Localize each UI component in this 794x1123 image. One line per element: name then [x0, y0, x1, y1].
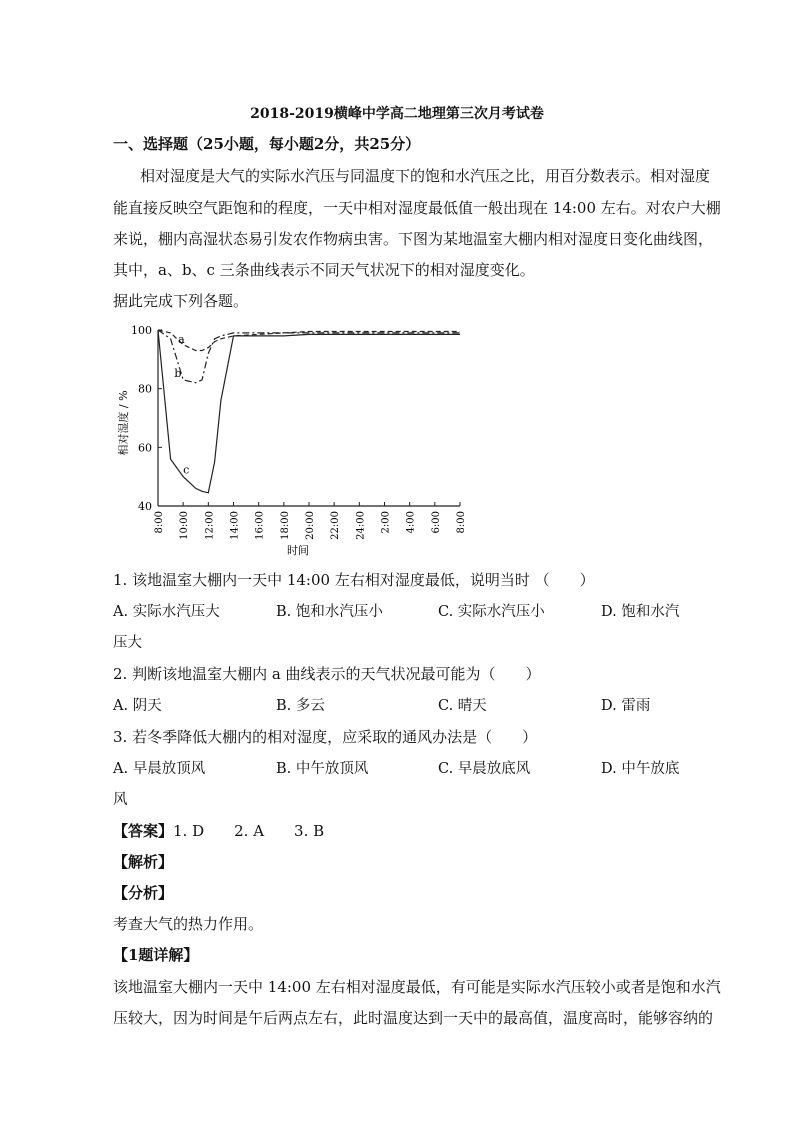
x-tick-label: 10:00 — [179, 511, 191, 540]
y-tick-label: 80 — [138, 382, 152, 396]
x-axis-label: 时间 — [287, 544, 309, 557]
x-tick-label: 4:00 — [405, 511, 417, 534]
option-b: B. 中午放顶风 — [276, 761, 369, 777]
option-c: C. 实际水汽压小 — [438, 604, 545, 620]
option-a: A. 实际水汽压大 — [113, 604, 220, 620]
answer-text: 1. D 2. A 3. B — [173, 822, 325, 840]
intro-line: 能直接反映空气距饱和的程度，一天中相对湿度最低值一般出现在 14:00 左右。对农户大棚 — [113, 199, 721, 217]
option-d: D. 雷雨 — [601, 698, 651, 714]
x-tick-label: 2:00 — [380, 511, 392, 534]
x-tick-label: 24:00 — [355, 511, 367, 540]
x-tick-label: 8:00 — [456, 511, 467, 534]
x-tick-label: 22:00 — [330, 511, 342, 540]
x-tick-label: 12:00 — [204, 511, 216, 540]
x-tick-label: 6:00 — [430, 511, 442, 534]
series-label-b: b — [174, 366, 182, 380]
question-stem: 3. 若冬季降低大棚内的相对湿度，应采取的通风办法是（ ） — [113, 728, 538, 746]
x-tick-label: 8:00 — [154, 511, 165, 534]
option-d: D. 中午放底 — [601, 761, 680, 777]
intro-line: 其中，a、b、c 三条曲线表示不同天气状况下的相对湿度变化。 — [113, 261, 535, 279]
intro-line: 相对湿度是大气的实际水汽压与同温度下的饱和水汽压之比，用百分数表示。相对湿度 — [140, 167, 711, 185]
option-b: B. 多云 — [276, 698, 325, 714]
option-a: A. 早晨放顶风 — [113, 761, 206, 777]
y-tick-label: 40 — [138, 500, 152, 513]
y-tick-label: 60 — [138, 441, 152, 455]
option-wrap: 风 — [113, 792, 128, 808]
y-tick-label: 100 — [131, 324, 152, 337]
option-wrap: 压大 — [113, 635, 142, 651]
x-tick-label: 18:00 — [279, 511, 291, 540]
question-stem: 1. 该地温室大棚内一天中 14:00 左右相对湿度最低，说明当时 （ ） — [113, 571, 595, 589]
option-c: C. 早晨放底风 — [438, 761, 531, 777]
series-line-b — [158, 330, 460, 383]
question-stem: 2. 判断该地温室大棚内 a 曲线表示的天气状况最可能为（ ） — [113, 665, 541, 683]
answer-label: 【答案】 — [113, 822, 174, 840]
page-title: 2018-2019横峰中学高二地理第三次月考试卷 — [250, 106, 544, 122]
intro-line: 来说，棚内高湿状态易引发农作物病虫害。下图为某地温室大棚内相对湿度日变化曲线图， — [113, 230, 714, 248]
detail-line: 该地温室大棚内一天中 14:00 左右相对湿度最低，有可能是实际水汽压较小或者是饱和水汽 — [113, 978, 721, 996]
x-tick-label: 14:00 — [229, 511, 241, 540]
x-tick-label: 16:00 — [254, 511, 266, 540]
detail-line: 压较大，因为时间是午后两点左右，此时温度达到一天中的最高值，温度高时，能够容纳的 — [113, 1009, 714, 1027]
y-axis-label: 相对湿度 / % — [117, 390, 130, 456]
fenxi-label: 【分析】 — [113, 884, 174, 902]
option-b: B. 饱和水汽压小 — [276, 604, 383, 620]
answer-line — [113, 821, 324, 841]
x-tick-label: 20:00 — [305, 511, 316, 540]
humidity-chart — [110, 318, 480, 563]
option-c: C. 晴天 — [438, 698, 487, 714]
detail-label: 【1题详解】 — [113, 946, 199, 964]
series-line-c — [158, 330, 460, 493]
fenxi-text: 考查大气的热力作用。 — [113, 915, 264, 933]
section-heading: 一、选择题（25小题，每小题2分，共25分） — [113, 135, 421, 153]
option-d: D. 饱和水汽 — [601, 604, 680, 620]
series-label-a: a — [178, 333, 185, 347]
series-label-c: c — [183, 463, 190, 477]
analysis-label: 【解析】 — [113, 853, 174, 871]
option-a: A. 阴天 — [113, 698, 162, 714]
instruction-line: 据此完成下列各题。 — [113, 292, 249, 310]
